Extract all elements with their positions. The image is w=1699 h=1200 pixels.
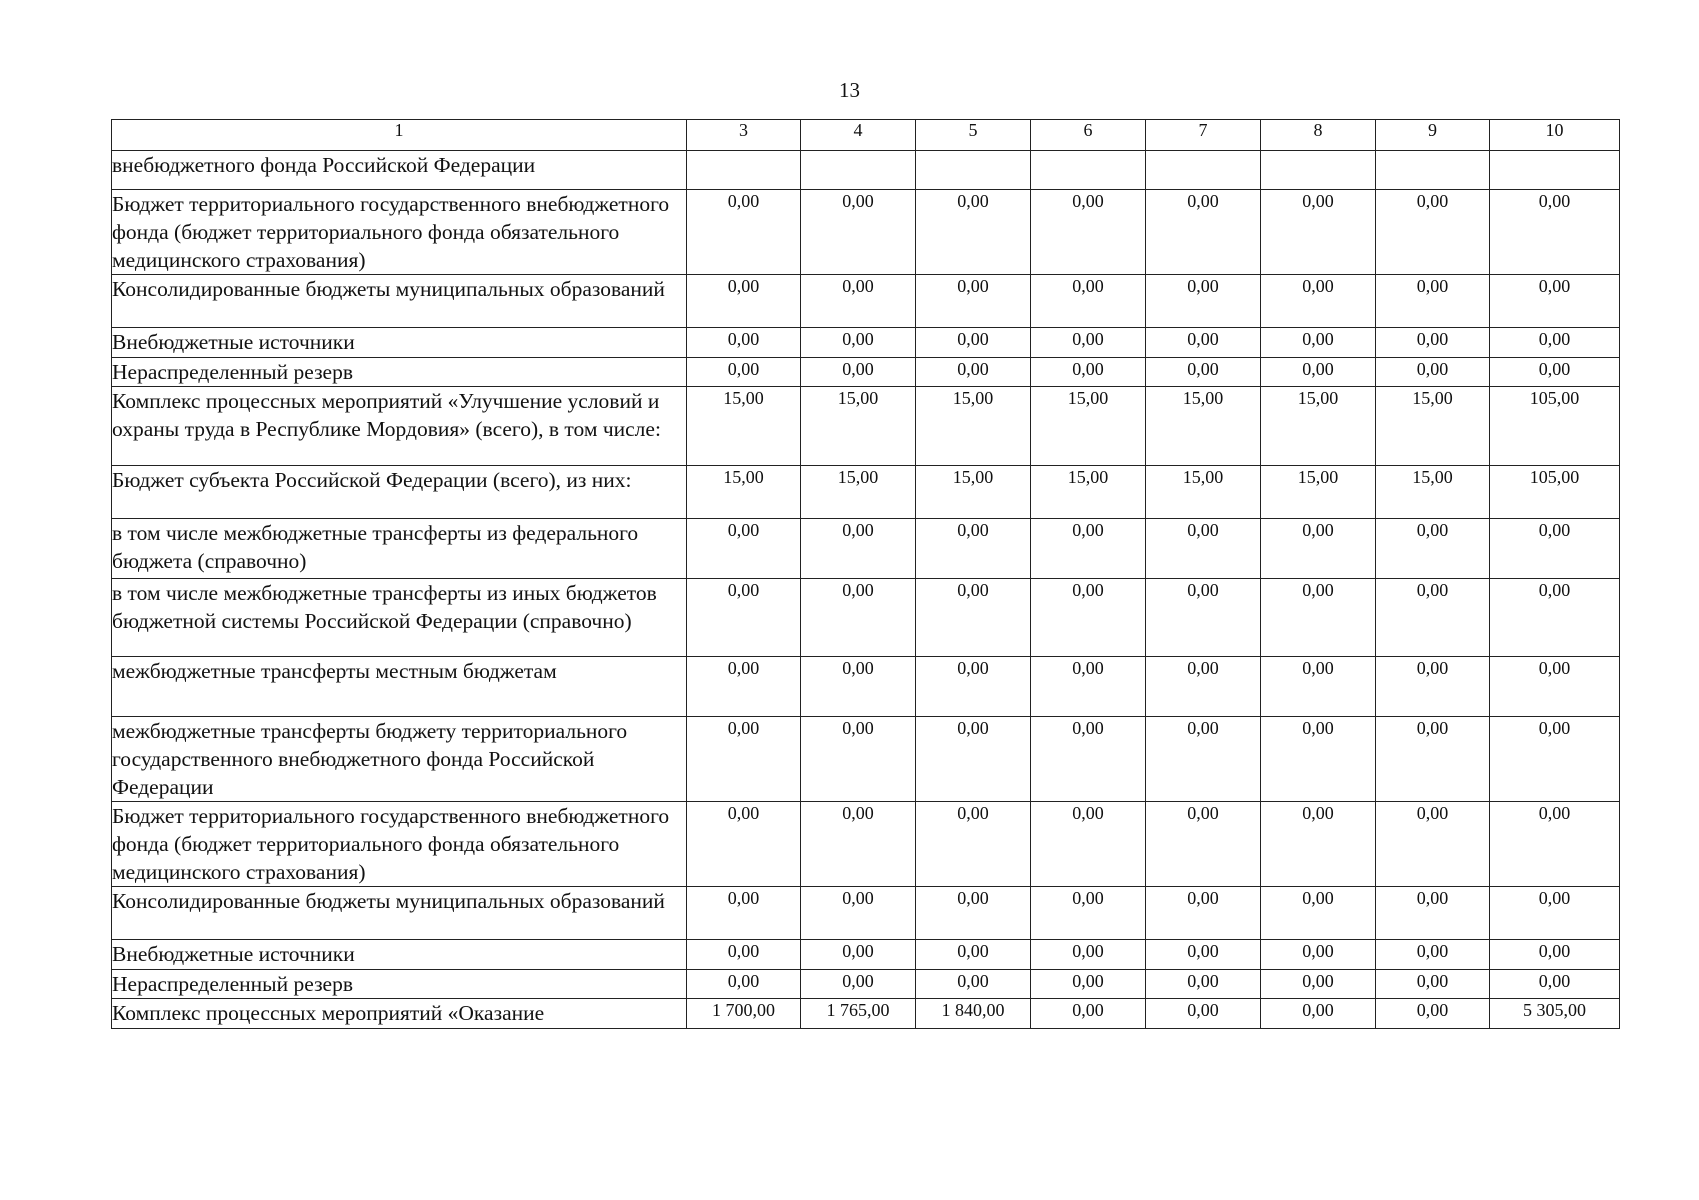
header-cell: 7	[1146, 120, 1261, 151]
value-cell: 0,00	[1376, 519, 1490, 579]
table-row	[112, 466, 1620, 519]
value-cell: 15,00	[1261, 466, 1376, 519]
value-cell: 0,00	[1261, 970, 1376, 999]
value-cell: 0,00	[687, 887, 801, 940]
value-cell: 0,00	[1490, 275, 1620, 328]
value-cell: 105,00	[1490, 466, 1620, 519]
value-cell: 0,00	[1261, 717, 1376, 802]
value-cell: 105,00	[1490, 387, 1620, 466]
value-cell	[1031, 151, 1146, 190]
header-cell: 1	[112, 120, 687, 151]
value-cell	[1376, 151, 1490, 190]
value-cell: 0,00	[916, 657, 1031, 717]
value-cell: 0,00	[1031, 519, 1146, 579]
value-cell: 0,00	[1261, 579, 1376, 657]
value-cell: 0,00	[801, 717, 916, 802]
value-cell: 0,00	[1146, 190, 1261, 275]
value-cell: 0,00	[1261, 802, 1376, 887]
row-label: межбюджетные трансферты местным бюджетам	[112, 657, 687, 717]
value-cell: 0,00	[916, 190, 1031, 275]
value-cell: 0,00	[687, 970, 801, 999]
table-row	[112, 358, 1620, 387]
table-row	[112, 717, 1620, 802]
value-cell: 0,00	[1031, 999, 1146, 1029]
value-cell: 0,00	[687, 190, 801, 275]
value-cell: 0,00	[1376, 717, 1490, 802]
value-cell: 0,00	[1031, 657, 1146, 717]
value-cell: 0,00	[1376, 579, 1490, 657]
value-cell: 0,00	[1490, 717, 1620, 802]
value-cell: 0,00	[916, 519, 1031, 579]
value-cell: 0,00	[1031, 275, 1146, 328]
value-cell: 15,00	[1261, 387, 1376, 466]
page-number: 13	[839, 78, 860, 102]
value-cell: 0,00	[1261, 190, 1376, 275]
value-cell: 0,00	[801, 190, 916, 275]
value-cell: 0,00	[1490, 190, 1620, 275]
value-cell: 0,00	[1376, 940, 1490, 970]
value-cell: 0,00	[1261, 519, 1376, 579]
value-cell: 0,00	[1031, 802, 1146, 887]
value-cell	[1261, 151, 1376, 190]
header-cell: 3	[687, 120, 801, 151]
value-cell: 0,00	[801, 328, 916, 358]
value-cell: 0,00	[916, 717, 1031, 802]
value-cell: 0,00	[916, 887, 1031, 940]
value-cell: 0,00	[1146, 275, 1261, 328]
table-row	[112, 657, 1620, 717]
row-label: внебюджетного фонда Российской Федерации	[112, 151, 687, 190]
value-cell: 0,00	[687, 328, 801, 358]
value-cell: 15,00	[1376, 466, 1490, 519]
table-row	[112, 275, 1620, 328]
value-cell: 0,00	[1146, 802, 1261, 887]
table-body	[112, 151, 1620, 1029]
value-cell: 1 840,00	[916, 999, 1031, 1029]
value-cell: 0,00	[916, 358, 1031, 387]
value-cell: 0,00	[916, 328, 1031, 358]
row-label: в том числе межбюджетные трансферты из иных бюджетов бюджетной системы Российской Федерации (справочно)	[112, 579, 687, 657]
value-cell: 15,00	[1031, 387, 1146, 466]
value-cell: 0,00	[801, 519, 916, 579]
table-row	[112, 519, 1620, 579]
value-cell: 0,00	[1146, 940, 1261, 970]
value-cell: 0,00	[687, 717, 801, 802]
value-cell: 0,00	[687, 940, 801, 970]
value-cell: 0,00	[1146, 887, 1261, 940]
value-cell: 0,00	[1490, 358, 1620, 387]
value-cell: 0,00	[801, 970, 916, 999]
value-cell: 15,00	[916, 466, 1031, 519]
row-label: Комплекс процессных мероприятий «Улучшение условий и охраны труда в Республике Мордовия» (всего), в том числе:	[112, 387, 687, 466]
value-cell: 15,00	[1376, 387, 1490, 466]
header-cell: 8	[1261, 120, 1376, 151]
value-cell: 0,00	[916, 970, 1031, 999]
value-cell: 0,00	[916, 275, 1031, 328]
value-cell: 0,00	[801, 358, 916, 387]
value-cell: 5 305,00	[1490, 999, 1620, 1029]
value-cell: 0,00	[1031, 579, 1146, 657]
value-cell: 0,00	[1490, 519, 1620, 579]
row-label: Бюджет территориального государственного внебюджетного фонда (бюджет территориального фонда обязательного медицинского страхования)	[112, 190, 687, 275]
table-row	[112, 940, 1620, 970]
value-cell: 0,00	[1146, 328, 1261, 358]
table-row	[112, 999, 1620, 1029]
value-cell: 0,00	[916, 579, 1031, 657]
value-cell: 0,00	[1146, 519, 1261, 579]
table-row	[112, 190, 1620, 275]
value-cell: 0,00	[1490, 940, 1620, 970]
value-cell: 0,00	[1376, 970, 1490, 999]
row-label: Бюджет территориального государственного внебюджетного фонда (бюджет территориального фонда обязательного медицинского страхования)	[112, 802, 687, 887]
value-cell: 0,00	[801, 275, 916, 328]
value-cell: 0,00	[1376, 275, 1490, 328]
table-row	[112, 328, 1620, 358]
value-cell: 0,00	[916, 940, 1031, 970]
value-cell: 0,00	[687, 802, 801, 887]
value-cell: 0,00	[1490, 887, 1620, 940]
value-cell: 0,00	[801, 887, 916, 940]
row-label: Нераспределенный резерв	[112, 358, 687, 387]
value-cell: 0,00	[1376, 657, 1490, 717]
header-cell: 6	[1031, 120, 1146, 151]
value-cell: 0,00	[1031, 328, 1146, 358]
value-cell: 0,00	[1376, 802, 1490, 887]
value-cell: 0,00	[1146, 970, 1261, 999]
value-cell: 0,00	[1031, 190, 1146, 275]
row-label: Внебюджетные источники	[112, 940, 687, 970]
row-label: Бюджет субъекта Российской Федерации (всего), из них:	[112, 466, 687, 519]
value-cell: 0,00	[1490, 802, 1620, 887]
value-cell: 0,00	[1146, 999, 1261, 1029]
header-cell: 4	[801, 120, 916, 151]
value-cell: 0,00	[687, 657, 801, 717]
value-cell: 15,00	[916, 387, 1031, 466]
value-cell: 15,00	[1031, 466, 1146, 519]
value-cell: 0,00	[687, 275, 801, 328]
value-cell: 0,00	[1031, 970, 1146, 999]
value-cell: 0,00	[1490, 579, 1620, 657]
header-cell: 10	[1490, 120, 1620, 151]
value-cell	[687, 151, 801, 190]
table-row	[112, 151, 1620, 190]
value-cell: 0,00	[1376, 190, 1490, 275]
value-cell: 0,00	[1490, 328, 1620, 358]
value-cell: 0,00	[1376, 358, 1490, 387]
value-cell: 15,00	[687, 387, 801, 466]
row-label: Консолидированные бюджеты муниципальных образований	[112, 887, 687, 940]
value-cell: 0,00	[916, 802, 1031, 887]
budget-table	[111, 119, 1620, 1029]
value-cell: 1 700,00	[687, 999, 801, 1029]
value-cell: 0,00	[687, 358, 801, 387]
value-cell	[1490, 151, 1620, 190]
value-cell: 0,00	[1261, 275, 1376, 328]
value-cell: 0,00	[1146, 358, 1261, 387]
value-cell: 15,00	[801, 466, 916, 519]
value-cell: 0,00	[1146, 657, 1261, 717]
value-cell: 0,00	[1261, 999, 1376, 1029]
row-label: межбюджетные трансферты бюджету территориального государственного внебюджетного фонда Российской Федерации	[112, 717, 687, 802]
value-cell: 0,00	[1031, 887, 1146, 940]
value-cell	[916, 151, 1031, 190]
value-cell: 0,00	[1376, 887, 1490, 940]
row-label: Внебюджетные источники	[112, 328, 687, 358]
header-cell: 5	[916, 120, 1031, 151]
value-cell: 0,00	[801, 579, 916, 657]
header-row	[112, 120, 1620, 151]
value-cell: 0,00	[1261, 657, 1376, 717]
table-row	[112, 579, 1620, 657]
table-row	[112, 887, 1620, 940]
value-cell: 0,00	[1261, 328, 1376, 358]
value-cell: 0,00	[1376, 999, 1490, 1029]
row-label: Нераспределенный резерв	[112, 970, 687, 999]
value-cell: 0,00	[801, 940, 916, 970]
header-cell: 9	[1376, 120, 1490, 151]
value-cell: 0,00	[801, 802, 916, 887]
value-cell: 15,00	[801, 387, 916, 466]
value-cell: 0,00	[1261, 358, 1376, 387]
value-cell: 0,00	[1490, 657, 1620, 717]
value-cell: 0,00	[1490, 970, 1620, 999]
value-cell: 0,00	[801, 657, 916, 717]
table-row	[112, 970, 1620, 999]
value-cell: 0,00	[1031, 717, 1146, 802]
value-cell: 0,00	[1261, 940, 1376, 970]
value-cell: 0,00	[1031, 358, 1146, 387]
value-cell: 0,00	[1146, 717, 1261, 802]
value-cell: 0,00	[1376, 328, 1490, 358]
value-cell: 0,00	[1031, 940, 1146, 970]
value-cell: 0,00	[687, 519, 801, 579]
value-cell: 0,00	[1261, 887, 1376, 940]
table-row	[112, 802, 1620, 887]
value-cell: 0,00	[687, 579, 801, 657]
value-cell: 1 765,00	[801, 999, 916, 1029]
value-cell: 15,00	[687, 466, 801, 519]
row-label: Комплекс процессных мероприятий «Оказание	[112, 999, 687, 1029]
value-cell	[801, 151, 916, 190]
row-label: в том числе межбюджетные трансферты из федерального бюджета (справочно)	[112, 519, 687, 579]
value-cell: 0,00	[1146, 579, 1261, 657]
value-cell: 15,00	[1146, 466, 1261, 519]
row-label: Консолидированные бюджеты муниципальных образований	[112, 275, 687, 328]
value-cell	[1146, 151, 1261, 190]
table-row	[112, 387, 1620, 466]
value-cell: 15,00	[1146, 387, 1261, 466]
